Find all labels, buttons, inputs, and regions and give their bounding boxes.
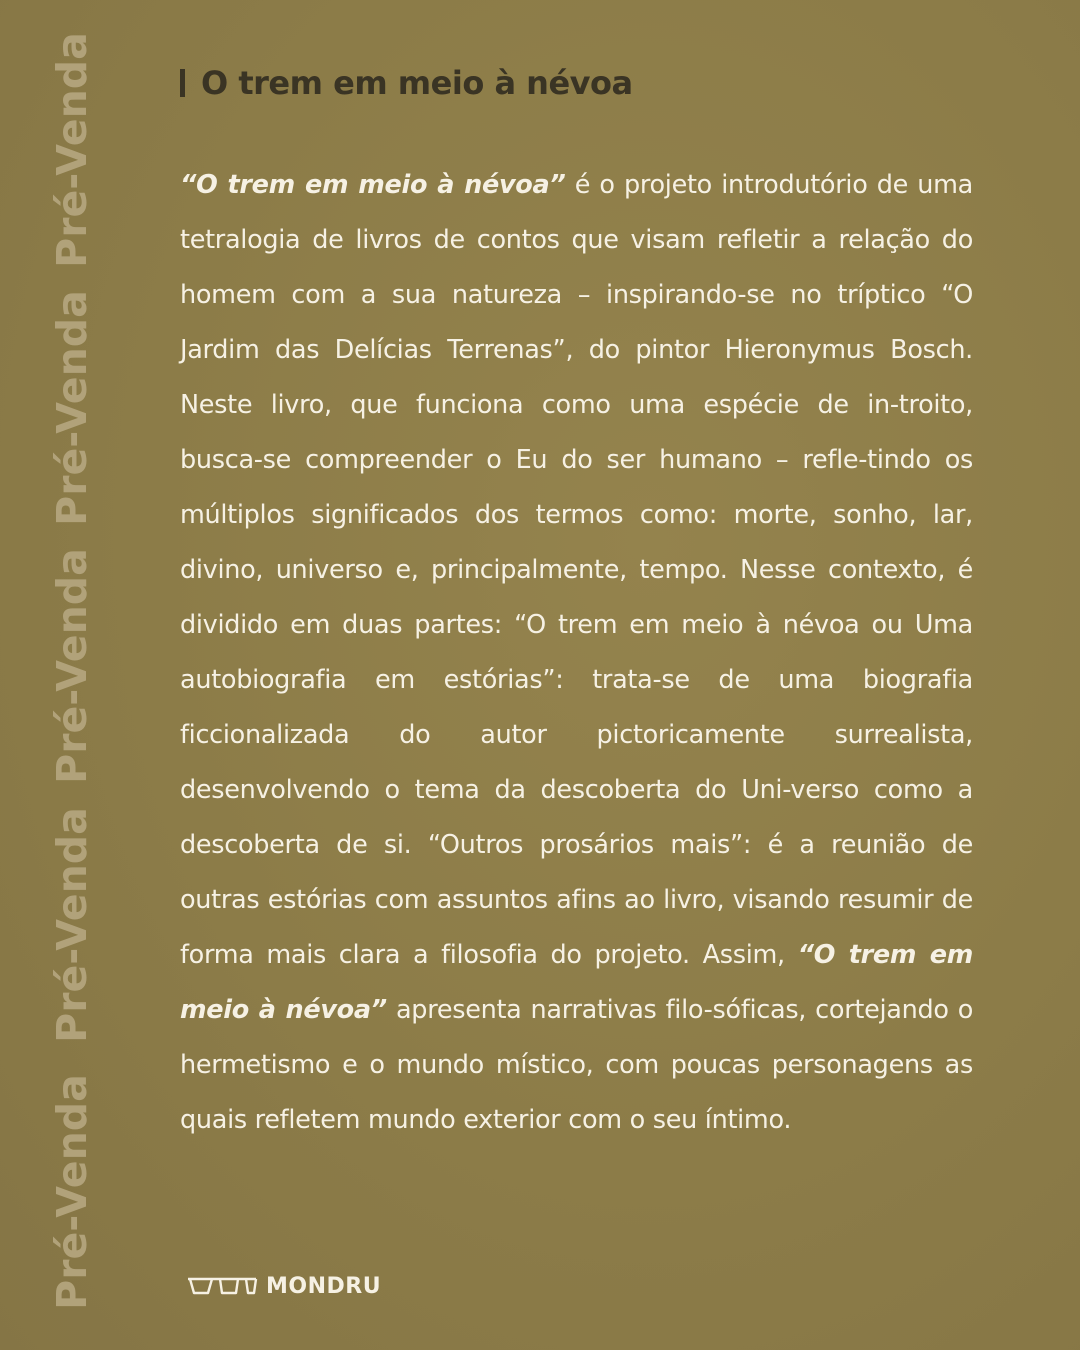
side-label: Pré-Venda	[48, 290, 96, 526]
side-label: Pré-Venda	[48, 807, 96, 1043]
title-bar-accent	[180, 69, 185, 97]
page-title-text: O trem em meio à névoa	[201, 64, 633, 102]
body-paragraph	[180, 158, 973, 1148]
body-emphasis: “O trem em meio à névoa”	[180, 940, 973, 1025]
side-label: Pré-Venda	[48, 548, 96, 784]
page-title	[180, 64, 633, 102]
body-emphasis: “O trem em meio à névoa”	[180, 170, 566, 200]
side-label-band	[0, 0, 150, 1350]
side-label: Pré-Venda	[48, 1074, 96, 1310]
body-text-segment: apresenta narrativas filo-sóficas, cortejando o hermetismo e o mundo místico, com poucas personagens as quais refletem mundo exterior com o seu íntimo.	[180, 995, 973, 1135]
body-text-segment: é o projeto introdutório de uma tetralogia de livros de contos que visam refletir a relação do homem com a sua natureza – inspirando-se no tríptico “O Jardim das Delícias Terrenas”, do pintor Hieronymus Bosch. Neste livro, que funciona como uma espécie de in-troito, busca-se compreender o Eu do ser humano – refle-tindo os múltiplos significados dos termos como: morte, sonho, lar, divino, universo e, principalmente, tempo. Nesse contexto, é dividido em duas partes: “O trem em meio à névoa ou Uma autobiografia em estórias”: trata-se de uma biografia ficcionalizada do autor pictoricamente surrealista, desenvolvendo o tema da descoberta do Uni-verso como a descoberta de si. “Outros prosários mais”: é a reunião de outras estórias com assuntos afins ao livro, visando resumir de forma mais clara a filosofia do projeto. Assim,	[180, 170, 973, 970]
brand-logo	[186, 1270, 381, 1302]
mondru-logo-icon	[186, 1276, 258, 1296]
logo-wordmark: MONDRU	[266, 1273, 382, 1299]
side-label: Pré-Venda	[48, 32, 96, 268]
